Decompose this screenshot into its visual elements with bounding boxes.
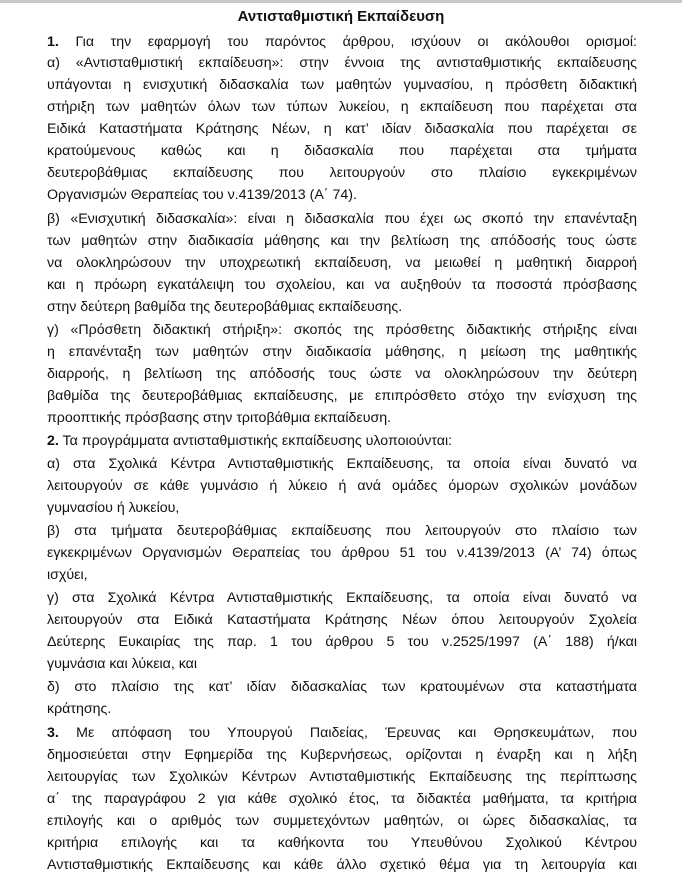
text-line: α΄ της παραγράφου 2 για κάθε σχολικό έτος, τα διδακτέα μαθήματα, τα κριτήρια	[47, 791, 637, 807]
item-c-line: γ) στα Σχολικά Κέντρα Αντισταθμιστικής Εκπαίδευσης, τα οποία είναι δυνατό να	[47, 590, 637, 606]
definition-a-line: α) «Αντισταθμιστική εκπαίδευση»: στην έννοια της αντισταθμιστικής εκπαίδευσης	[47, 55, 637, 71]
text-line: επιλογής και ο αριθμός των συμμετεχόντων μαθητών, οι ώρες διδασκαλίας, τα	[47, 813, 637, 829]
text-line: δημοσιεύεται στην Εφημερίδα της Κυβερνήσεως, ορίζονται η έναρξη και η λήξη	[47, 747, 637, 763]
text-line: η επανένταξη των μαθητών στην διαδικασία μάθησης, η μείωση της μαθητικής	[47, 344, 637, 360]
text-line: διαρροής, η βελτίωση της απόδοσής τους ώστε να ολοκληρώσουν την δεύτερη	[47, 366, 637, 382]
item-d-line: δ) στο πλαίσιο της κατ’ ιδίαν διδασκαλίας των κρατουμένων στα καταστήματα	[47, 679, 637, 695]
document-title: Αντισταθμιστική Εκπαίδευση	[237, 8, 445, 25]
item-a-line: α) στα Σχολικά Κέντρα Αντισταθμιστικής Εκπαίδευσης, τα οποία είναι δυνατό να	[47, 456, 637, 472]
paragraph-number: 1.	[47, 34, 59, 50]
text-line: ισχύει,	[47, 567, 88, 583]
definition-b-line: β) «Ενισχυτική διδασκαλία»: είναι η διδασκαλία που έχει ως σκοπό την επανένταξη	[47, 211, 637, 227]
definition-c-line: γ) «Πρόσθετη διδακτική στήριξη»: σκοπός της πρόσθετης διδακτικής στήριξης είναι	[47, 322, 637, 338]
text-line: κράτησης.	[47, 701, 112, 717]
text-line: δευτεροβάθμιας εκπαίδευσης που λειτουργούν στο πλαίσιο εγκεκριμένων	[47, 165, 637, 181]
text-line: βαθμίδα της δευτεροβάθμιας εκπαίδευσης, με επιπρόσθετο στόχο την ενίσχυση της	[47, 388, 637, 404]
paragraph-1-line: 1. Για την εφαρμογή του παρόντος άρθρου, ισχύουν οι ακόλουθοι ορισμοί:	[47, 34, 637, 50]
text-line: γυμνάσια και λύκεια, και	[47, 656, 198, 672]
text-line: εγκεκριμένων Οργανισμών Θεραπείας του άρθρου 51 του ν.4139/2013 (Α’ 74) όπως	[47, 545, 637, 561]
paragraph-number: 2.	[47, 433, 59, 449]
page-top-border	[0, 0, 682, 3]
text-line: προοπτικής πρόσβασης στην τριτοβάθμια εκπαίδευση.	[47, 410, 392, 426]
text-line: στην δεύτερη βαθμίδα της δευτεροβάθμιας εκπαίδευσης.	[47, 299, 403, 315]
paragraph-2-line: 2. Τα προγράμματα αντισταθμιστικής εκπαίδευσης υλοποιούνται:	[47, 433, 453, 449]
text-line: Αντισταθμιστικής Εκπαίδευσης και κάθε άλλο σχετικό θέμα για τη λειτουργία και	[47, 857, 637, 873]
text-line: Δεύτερης Ευκαιρίας της παρ. 1 του άρθρου 5 του ν.2525/1997 (Α΄ 188) ή/και	[47, 634, 637, 650]
text-line: υπάγονται η ενισχυτική διδασκαλία των μαθητών γυμνασίου, η πρόσθετη διδακτική	[47, 77, 637, 93]
paragraph-3-line: 3. Με απόφαση του Υπουργού Παιδείας, Έρευνας και Θρησκευμάτων, που	[47, 725, 637, 741]
text-line: Οργανισμών Θεραπείας του ν.4139/2013 (Α΄ 74).	[47, 187, 357, 203]
text-line: λειτουργούν σε κάθε γυμνάσιο ή λύκειο ή ανά ομάδες όμορων σχολικών μονάδων	[47, 478, 637, 494]
text-line: των μαθητών στην διαδικασία μάθησης και την βελτίωση της απόδοσής τους ώστε	[47, 233, 637, 249]
text-line: κρατούμενους καθώς και η διδασκαλία που παρέχεται στα τμήματα	[47, 143, 637, 159]
item-b-line: β) στα τμήματα δευτεροβάθμιας εκπαίδευσης που λειτουργούν στο πλαίσιο των	[47, 523, 637, 539]
paragraph-number: 3.	[47, 725, 59, 741]
text-line: στήριξη των μαθητών όλων των τύπων λυκείου, η εκπαίδευση που παρέχεται στα	[47, 99, 637, 115]
text-line: και η πρόωρη εγκατάλειψη του σχολείου, και να αυξηθούν τα ποσοστά πρόσβασης	[47, 277, 637, 293]
text-line: λειτουργίας των Σχολικών Κέντρων Αντισταθμιστικής Εκπαίδευσης της περίπτωσης	[47, 769, 637, 785]
text-line: λειτουργούν στα Ειδικά Καταστήματα Κράτησης Νέων όπου λειτουργούν Σχολεία	[47, 612, 637, 628]
text-line: Ειδικά Καταστήματα Κράτησης Νέων, η κατ’ ιδίαν διδασκαλία που παρέχεται σε	[47, 121, 637, 137]
text-line: να ολοκληρώσουν την υποχρεωτική εκπαίδευση, να μειωθεί η μαθητική διαρροή	[47, 255, 637, 271]
text-line: γυμνασίου ή λυκείου,	[47, 500, 180, 516]
text-line: κριτήρια επιλογής και τα καθήκοντα του Υπευθύνου Σχολικού Κέντρου	[47, 835, 637, 851]
